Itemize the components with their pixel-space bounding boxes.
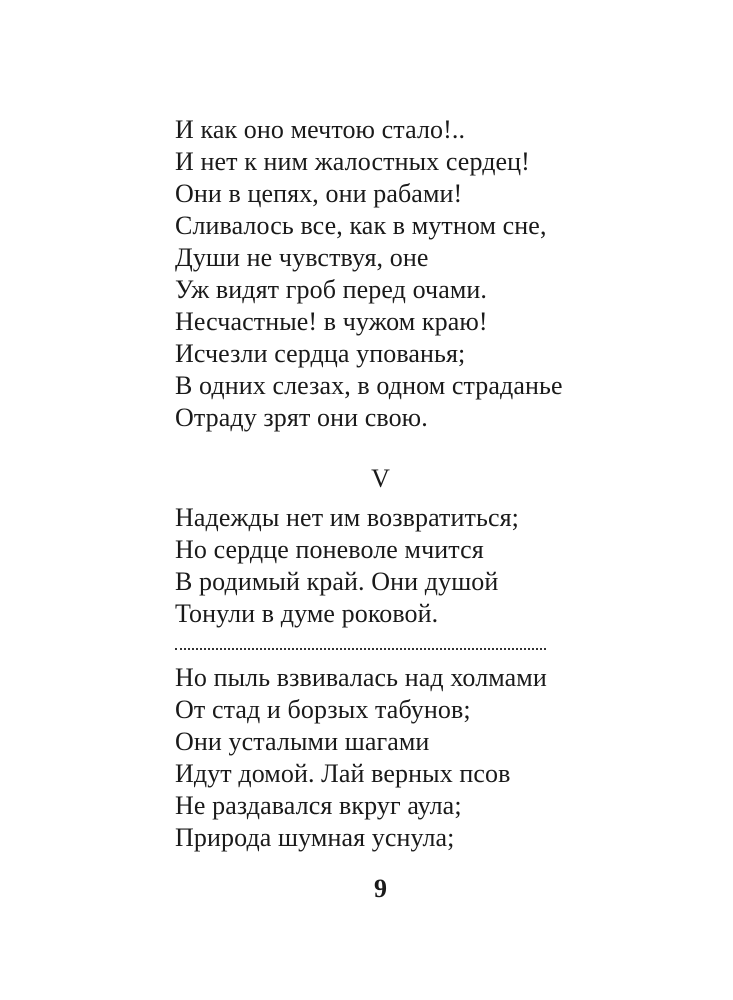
- omission-dotted-rule: [175, 648, 546, 650]
- verse-line: Сливалось все, как в мутном сне,: [175, 211, 547, 240]
- verse-line: Они усталыми шагами: [175, 727, 430, 756]
- verse-line: Природа шумная уснула;: [175, 823, 455, 852]
- stanza-3: [175, 662, 547, 854]
- verse-line: Они в цепях, они рабами!: [175, 179, 463, 208]
- verse-line: Тонули в думе роковой.: [175, 599, 439, 628]
- verse-line: И как оно мечтою стало!..: [175, 115, 466, 144]
- verse-line: Несчастные! в чужом краю!: [175, 307, 488, 336]
- verse-line: Уж видят гроб перед очами.: [175, 275, 488, 304]
- verse-line: Надежды нет им возвратиться;: [175, 503, 519, 532]
- verse-line: В одних слезах, в одном страданье: [175, 371, 563, 400]
- verse-line: От стад и борзых табунов;: [175, 695, 471, 724]
- verse-line: Души не чувствуя, оне: [175, 243, 429, 272]
- stanza-2: [175, 502, 519, 630]
- verse-line: Но пыль взвивалась над холмами: [175, 663, 547, 692]
- verse-line: Исчезли сердца упованья;: [175, 339, 466, 368]
- page-number: 9: [374, 874, 387, 903]
- stanza-1: [175, 114, 563, 434]
- section-heading: V: [371, 464, 390, 493]
- verse-line: Но сердце поневоле мчится: [175, 535, 484, 564]
- verse-line: Отраду зрят они свою.: [175, 403, 428, 432]
- verse-line: В родимый край. Они душой: [175, 567, 499, 596]
- verse-line: Не раздавался вкруг аула;: [175, 791, 462, 820]
- verse-line: И нет к ним жалостных сердец!: [175, 147, 530, 176]
- verse-line: Идут домой. Лай верных псов: [175, 759, 511, 788]
